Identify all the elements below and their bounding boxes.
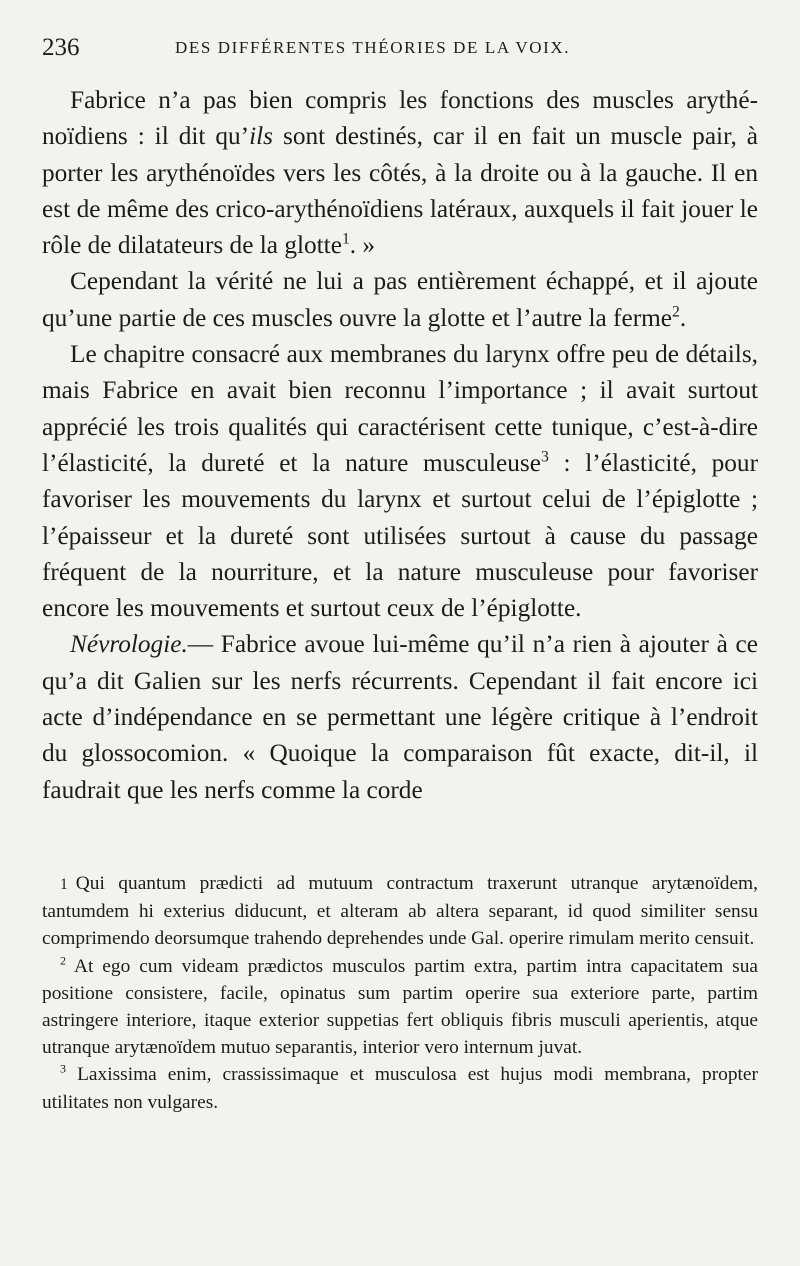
footnote-mark: 1 [60, 875, 68, 893]
footnote [42, 1061, 758, 1115]
paragraph-text: Fabrice n’a pas bien compris les fonctions des muscles arythénoïdiens : il dit qu’ [42, 86, 758, 151]
footnote [42, 870, 758, 953]
paragraph-text: — Fabrice avoue lui-même qu’il n’a rien à ajouter à ce qu’a dit Galien sur les nerfs récurrents. Cependant il fait encore ici acte d’indépendance en se permettant une légère critique à l’endroit du glossocomion. « Quoique la comparaison fût exacte, dit-il, il faudrait que les nerfs comme la corde [42, 630, 758, 804]
paragraph-text: sont destinés, car il en fait un muscle pair, à porter les arythénoïdes vers les côtés, à la droite ou à la gauche. Il en est de même des crico-arythénoïdiens latéraux, auxquels il fait jouer le rôle de dilatateurs de la glotte [42, 122, 759, 260]
footnote-reference: 2 [672, 303, 680, 321]
footnote-reference: 3 [541, 448, 549, 466]
footnote [42, 953, 758, 1062]
running-title: DES DIFFÉRENTES THÉORIES DE LA VOIX. [175, 38, 571, 57]
paragraph-text: . » [349, 231, 376, 260]
paragraph [42, 263, 758, 336]
footnote-text: Laxissima enim, crassissimaque et musculosa est hujus modi membrana, propter utilitates non vulgares. [42, 1064, 758, 1113]
paragraph-text: . [679, 303, 687, 332]
footnotes [42, 870, 758, 1116]
paragraph-text: Le chapitre consacré aux membranes du larynx offre peu de détails, mais Fabrice en avait bien reconnu l’importance ; il avait surtout apprécié les trois qualités qui caractérisent cette tunique, c’est-à-dire l’élasticité, la dureté et la nature musculeuse [42, 340, 758, 477]
footnote-mark: 3 [60, 1061, 67, 1076]
italic-text: ils [249, 122, 274, 151]
paragraph-text: : l’élasticité, pour favoriser les mouvements du larynx et surtout celui de l’épiglotte ; l’épaisseur et la dureté sont utilisées surtout à cause du passage fréquent de la nourriture, et la nature musculeuse pour favoriser encore les mouvements et surtout ceux de l’épiglotte. [42, 448, 758, 623]
footnote-text: At ego cum videam prædictos musculos partim extra, partim intra capacitatem sua positione consistere, facile, opinatus sum partim operire sua exteriore parte, partim astringere interiore, itaque exterior suppetias fert obliquis fibris musculi aperientis, atque utranque arytænoïdem mutuo separantis, interior vero internum juvat. [42, 955, 759, 1059]
footnote-mark: 2 [60, 953, 67, 968]
footnote-text: Qui quantum prædicti ad mutuum contractum traxerunt utranque arytænoïdem, tantumdem hi exterius diducunt, et alteram ab altera separant, id quod similiter sensu comprimendo deorsumque trahendo deprehendes unde Gal. operire rimulam merito censuit. [42, 872, 758, 950]
paragraph [42, 626, 758, 807]
paragraph [42, 82, 758, 263]
page-number: 236 [42, 34, 80, 61]
paragraph [42, 336, 758, 626]
section-heading-italic: Névrologie. [70, 630, 188, 659]
running-head [42, 28, 758, 68]
footnote-reference: 1 [341, 230, 350, 248]
body-text [42, 82, 758, 808]
paragraph-text: Cependant la vérité ne lui a pas entièrement échappé, et il ajoute qu’une partie de ces muscles ouvre la glotte et l’autre la ferme [42, 267, 758, 332]
